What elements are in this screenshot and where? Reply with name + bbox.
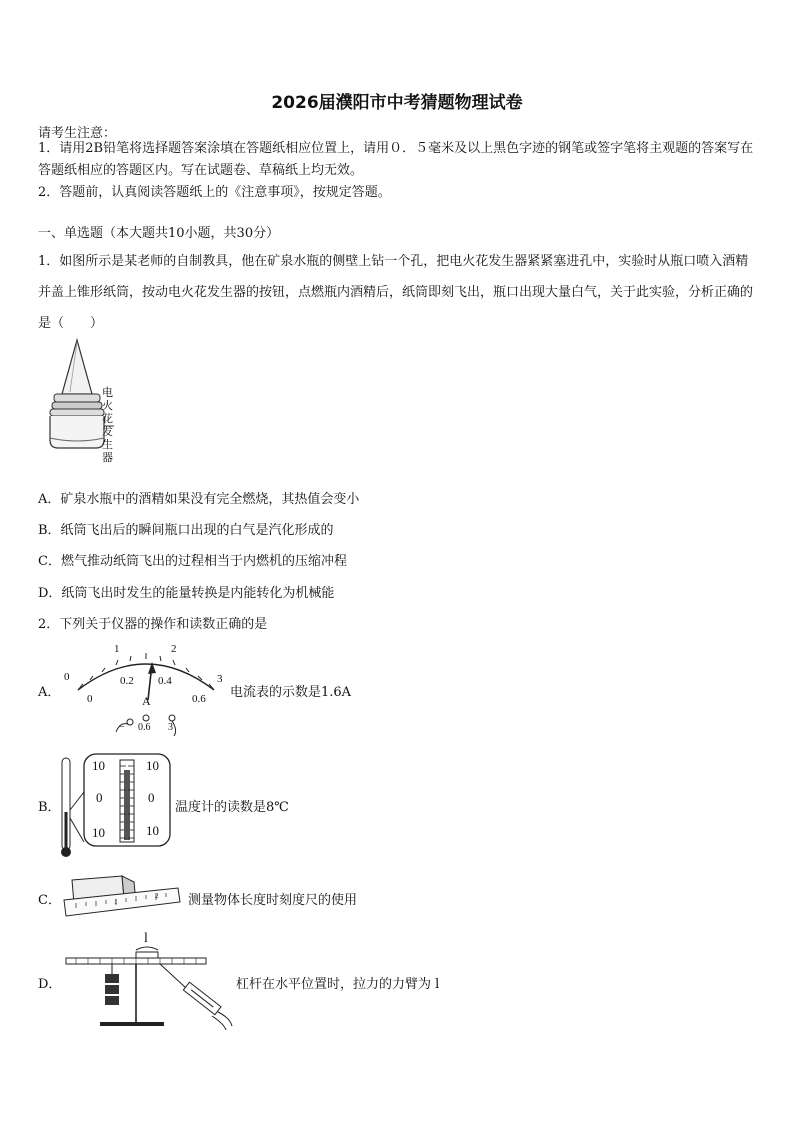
q1-option-d: D．纸筒飞出时发生的能量转换是内能转化为机械能 <box>38 586 335 601</box>
ammeter-bottom-tick-1: 0.2 <box>120 675 134 687</box>
thermo-tick-left-top: 10 <box>92 758 105 773</box>
terminal-0-6: 0.6 <box>138 722 151 733</box>
notice-item-1: 1．请用2B铅笔将选择题答案涂填在答题纸相应位置上，请用０．５毫米及以上黑色字迹的钢笔或签字笔将主观题的答案写在答题纸相应的答题区内。写在试题卷、草稿纸上均无效。 <box>38 141 754 178</box>
terminal-3: 3 <box>168 722 173 733</box>
thermo-tick-right-top: 10 <box>146 758 159 773</box>
section-heading: 一、单选题（本大题共10小题，共30分） <box>38 226 280 241</box>
q2-option-b-text: 温度计的读数是8℃ <box>175 800 289 815</box>
ammeter-top-tick-2: 2 <box>171 643 177 655</box>
ruler-figure <box>62 874 186 924</box>
question-2-stem: 2．下列关于仪器的操作和读数正确的是 <box>38 617 268 632</box>
thermo-tick-right-bottom: 10 <box>146 823 159 838</box>
ruler-tick-2: 2 <box>155 892 159 900</box>
thermo-tick-right-mid: 0 <box>148 790 155 805</box>
notice-heading: 请考生注意： <box>38 126 117 141</box>
q2-option-a-letter: A． <box>38 685 61 700</box>
ammeter-bottom-tick-0: 0 <box>87 693 93 705</box>
q2-option-c-letter: C． <box>38 893 61 908</box>
label-char: 电 <box>102 386 113 399</box>
page-title: 2026届濮阳市中考猜题物理试卷 <box>271 93 523 113</box>
label-char: 花 <box>102 412 113 425</box>
q2-option-a-text: 电流表的示数是1.6A <box>230 685 352 700</box>
ammeter-top-tick-0: 0 <box>64 671 70 683</box>
terminal-negative: − <box>119 722 125 733</box>
q2-option-b-letter: B． <box>38 800 61 815</box>
bottle-figure <box>40 338 130 453</box>
question-1-stem: 1．如图所示是某老师的自制教具，他在矿泉水瓶的侧壁上钻一个孔，把电火花发生器紧紧塞进孔中，实验时从瓶口喷入酒精并盖上锥形纸筒，按动电火花发生器的按钮，点燃瓶内酒精后，纸筒即刻飞出，瓶口出现大量白气，关于此实验，分析正确的是（ ） <box>38 254 754 331</box>
lever-arm-label: l <box>144 931 148 946</box>
label-char: 生 <box>102 438 113 451</box>
ammeter-bottom-tick-2: 0.4 <box>158 675 172 687</box>
thermo-tick-left-bottom: 10 <box>92 825 105 840</box>
ruler-tick-1: 1 <box>114 898 118 906</box>
q2-option-c-text: 测量物体长度时刻度尺的使用 <box>188 893 358 908</box>
thermometer-figure <box>58 752 178 862</box>
q1-option-c: C．燃气推动纸筒飞出的过程相当于内燃机的压缩冲程 <box>38 554 347 569</box>
bottle-label <box>102 386 114 464</box>
lever-figure <box>60 932 240 1032</box>
notice-item-2: 2．答题前，认真阅读答题纸上的《注意事项》，按规定答题。 <box>38 185 391 200</box>
q2-option-d-text: 杠杆在水平位置时，拉力的力臂为 l <box>236 977 440 992</box>
ammeter-bottom-tick-3: 0.6 <box>192 693 206 705</box>
q1-option-a: A．矿泉水瓶中的酒精如果没有完全燃烧，其热值会变小 <box>38 492 360 507</box>
q1-option-b: B．纸筒飞出后的瞬间瓶口出现的白气是汽化形成的 <box>38 523 334 538</box>
q2-option-d-letter: D． <box>38 977 62 992</box>
thermo-tick-left-mid: 0 <box>96 790 103 805</box>
label-char: 器 <box>102 451 113 464</box>
ammeter-top-tick-3: 3 <box>217 673 223 685</box>
label-char: 发 <box>102 425 113 438</box>
ammeter-top-tick-1: 1 <box>114 643 120 655</box>
ammeter-unit: A <box>142 694 151 708</box>
label-char: 火 <box>102 399 113 412</box>
